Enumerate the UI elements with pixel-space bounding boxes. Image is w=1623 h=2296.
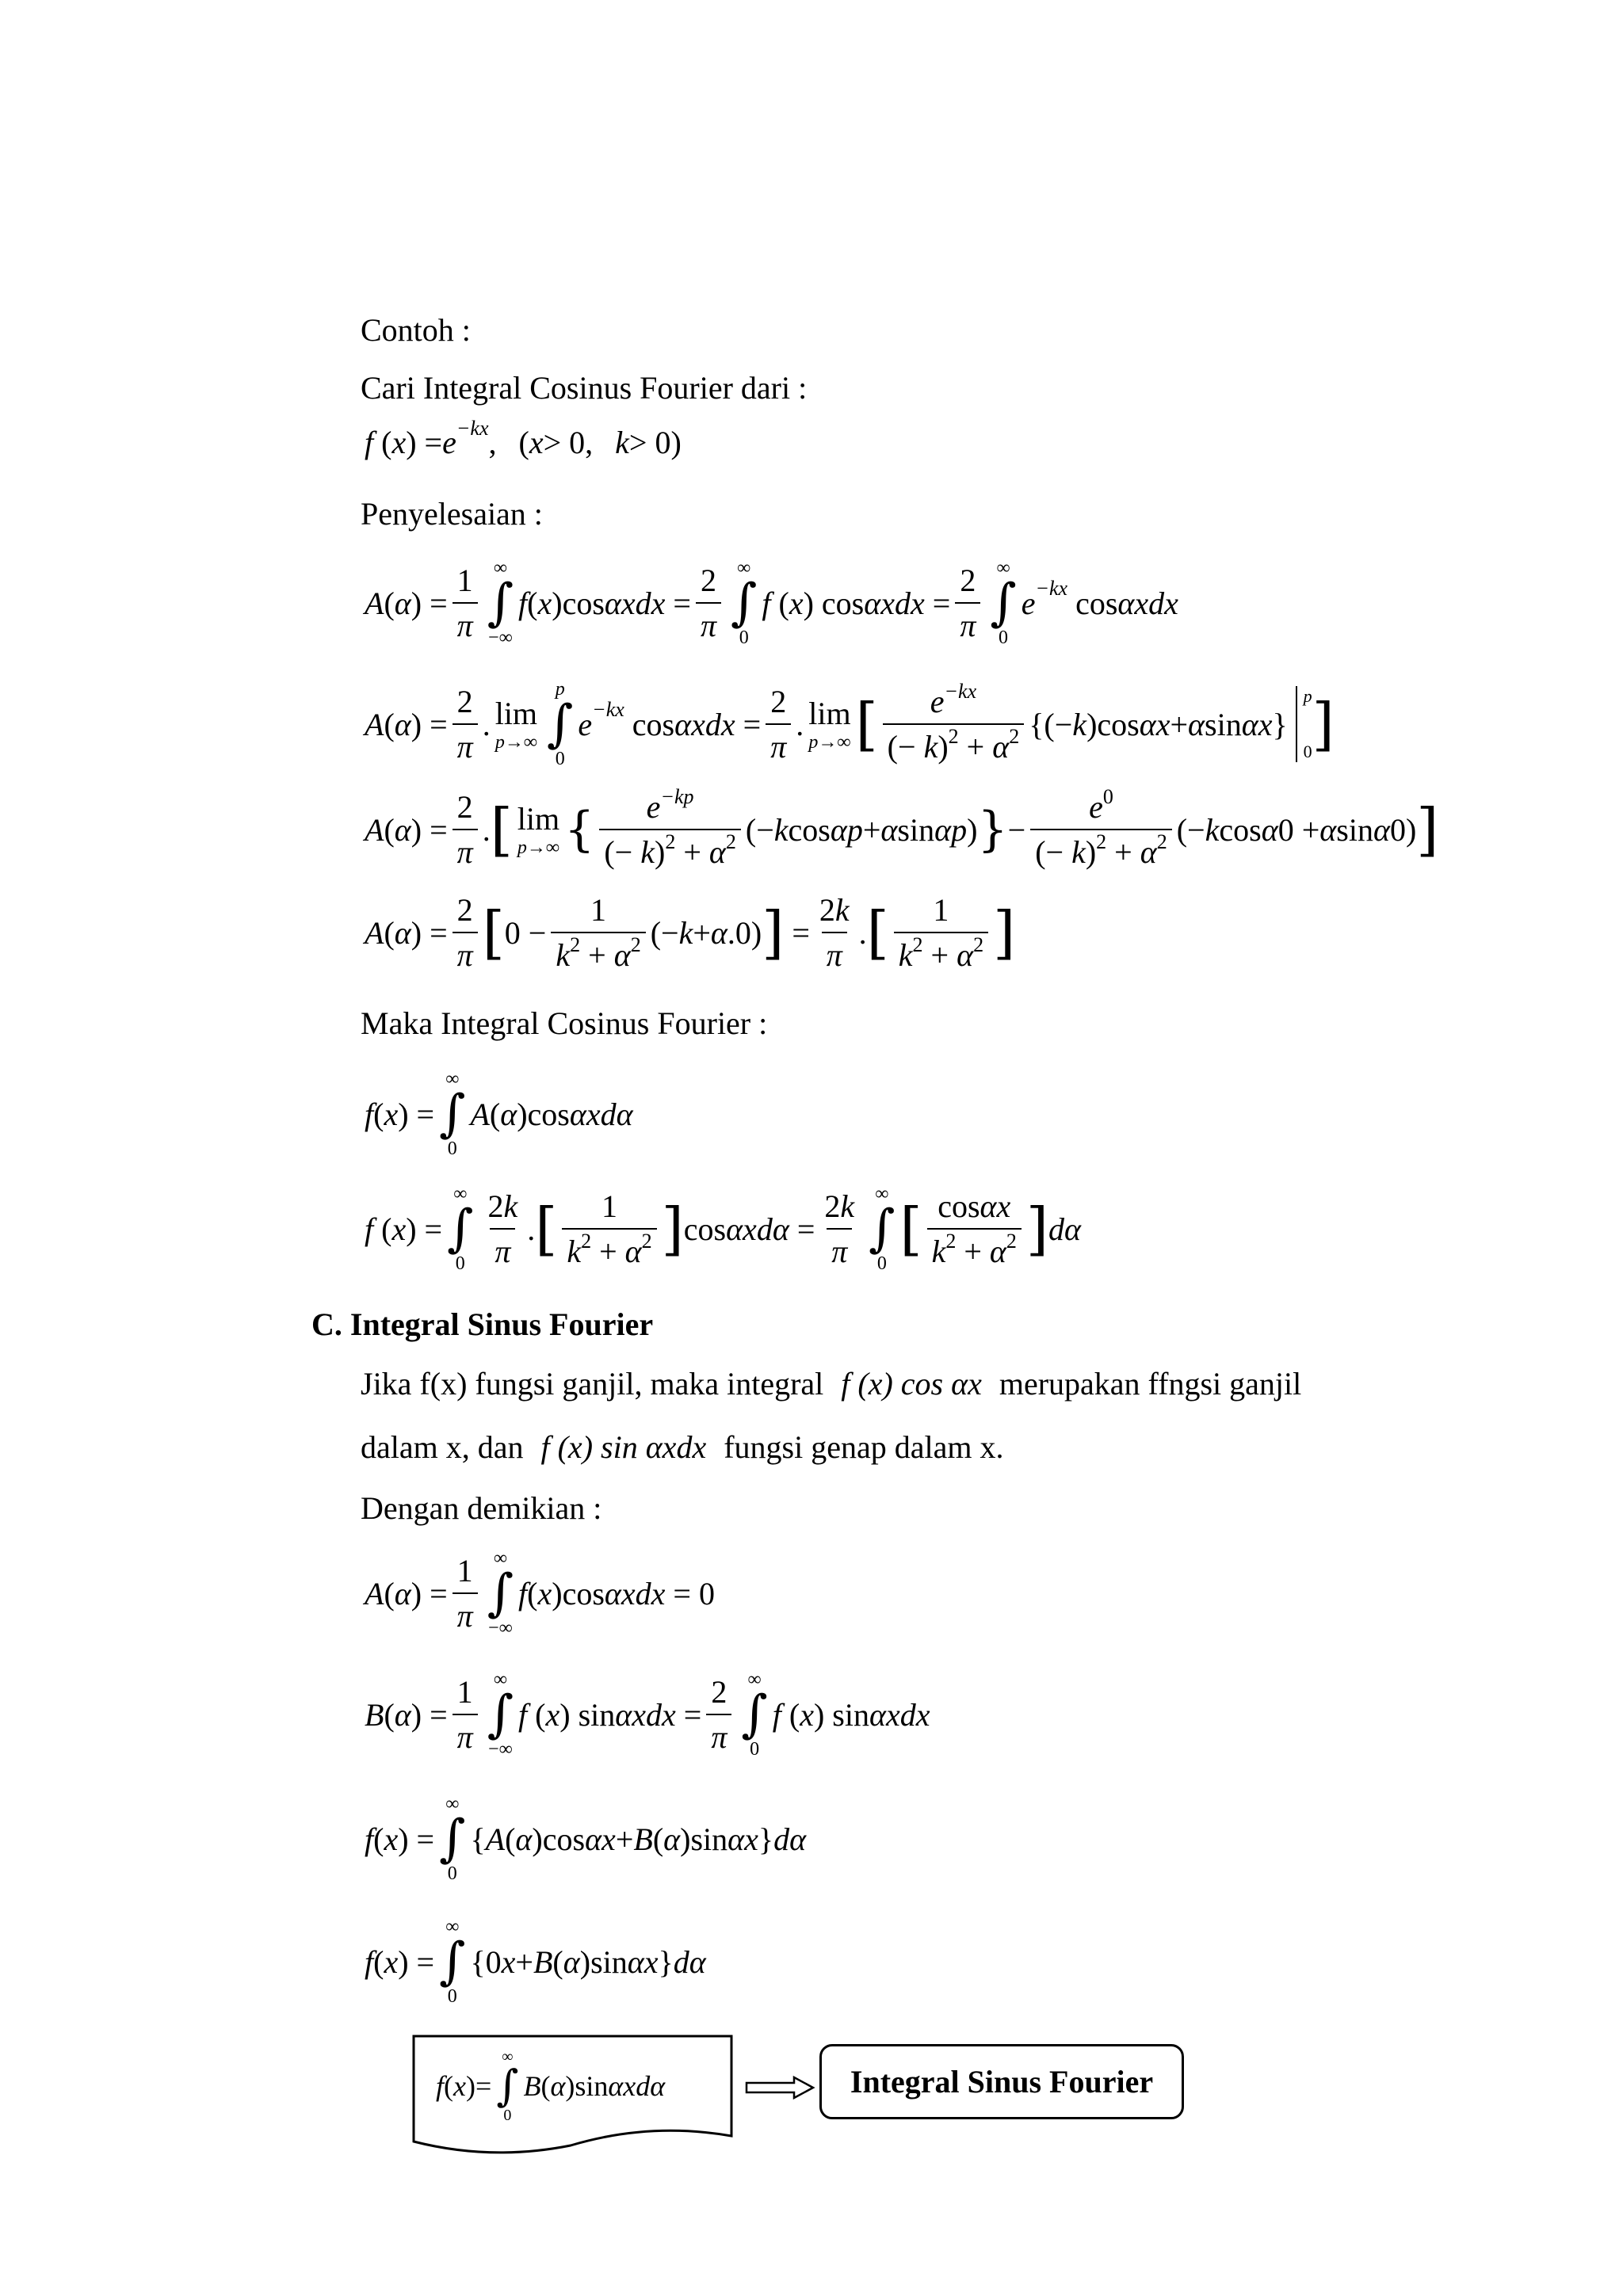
p1-text-b: merupakan ffngsi ganjil [999,1366,1302,1402]
p2-expression: f (x) sin αxdx [540,1429,707,1465]
contoh-label: Contoh : [361,312,471,348]
equation-a4: A ( α ) = $\frac{2}{\pi}$ [ 0 − $\frac{1}{k^2 + \alpha^2}$ (− k + α .0) ] = $\frac{2k}{\pi}$ . [ $\frac{1}{k^2 + \alpha^2}$ ] [365,892,1016,973]
given-function: f ( x ) = e −kx , ( x > 0, k > 0) [365,416,682,460]
p2-text-b: fungsi genap dalam x. [724,1429,1004,1465]
equation-sin-a: A ( α ) = $\frac{1}{\pi}$ ∞ ∫ −∞ f ( x )cos αxdx = 0 [365,1548,715,1638]
cosine-integral-f2: f ( x ) = ∞ ∫ 0 $\frac{2k}{\pi}$ . [ $\frac{1}{k^2 + \alpha^2}$ ] cos αxdα = $\frac{2k}{\pi}$ ∞ ∫ 0 [ $\frac{\cos\alpha x}{k^2 + \alpha^2}$ ] dα [365,1184,1081,1274]
arrow-right-icon [745,2076,816,2100]
final-formula-box [412,2035,733,2157]
equation-a2: A ( α ) = $\frac{2}{\pi}$ . lim p→∞ p ∫ 0 e −kx cos αxdx = $\frac{2}{\pi}$ . lim p→∞ [ $\frac{e^{-kx}}{(- k)^2 + \alpha^2}$ {(− k )cos αx + α sin αx } p 0 ] [365,679,1335,769]
p1-text-a: Jika f(x) fungsi ganjil, maka integral [361,1366,824,1402]
final-formula: f ( x )= ∞ ∫ 0 B ( α )sin αxdα [436,2048,666,2124]
section-c-paragraph-2 [361,1430,1003,1465]
p1-expression: f (x) cos αx [841,1366,982,1402]
task-text: Cari Integral Cosinus Fourier dari : [361,370,808,406]
cosine-result-label: Maka Integral Cosinus Fourier : [361,1005,768,1041]
p2-text-a: dalam x, dan [361,1429,524,1465]
equation-sin-b: B ( α ) = $\frac{1}{\pi}$ ∞ ∫ −∞ f ( x ) sin αxdx = $\frac{2}{\pi}$ ∞ ∫ 0 f ( x ) sin αxdx [365,1669,930,1760]
equation-sin-f2: f ( x ) = ∞ ∫ 0 {0 x + B ( α )sin αx } dα [365,1917,706,2007]
equation-sin-f1: f ( x ) = ∞ ∫ 0 { A ( α )cos αx + B ( α )sin αx } dα [365,1794,807,1884]
integral-sinus-fourier-label: Integral Sinus Fourier [819,2044,1184,2119]
section-c-paragraph-3: Dengan demikian : [361,1490,602,1526]
equation-a3: A ( α ) = $\frac{2}{\pi}$ . [ lim p→∞ { $\frac{e^{-kp}}{(- k)^2 + \alpha^2}$ (− k cos αp + α sin αp ) } − $\frac{e^0}{(- k)^2 + \alpha^2}$ (− k cos α 0 + α sin α 0) ] [365,785,1439,870]
solution-label: Penyelesaian : [361,496,543,532]
cosine-integral-f1: f ( x ) = ∞ ∫ 0 A ( α )cos αxdα [365,1069,633,1159]
equation-a1: A ( α ) = $\frac{1}{\pi}$ ∞ ∫ −∞ f ( x )cos αxdx = $\frac{2}{\pi}$ ∞ ∫ 0 f ( x ) cos αxdx = $\frac{2}{\pi}$ ∞ ∫ 0 e −kx cos αxdx [365,558,1178,648]
section-c-heading: C. Integral Sinus Fourier [311,1306,654,1342]
section-c-paragraph-1 [361,1367,1301,1402]
